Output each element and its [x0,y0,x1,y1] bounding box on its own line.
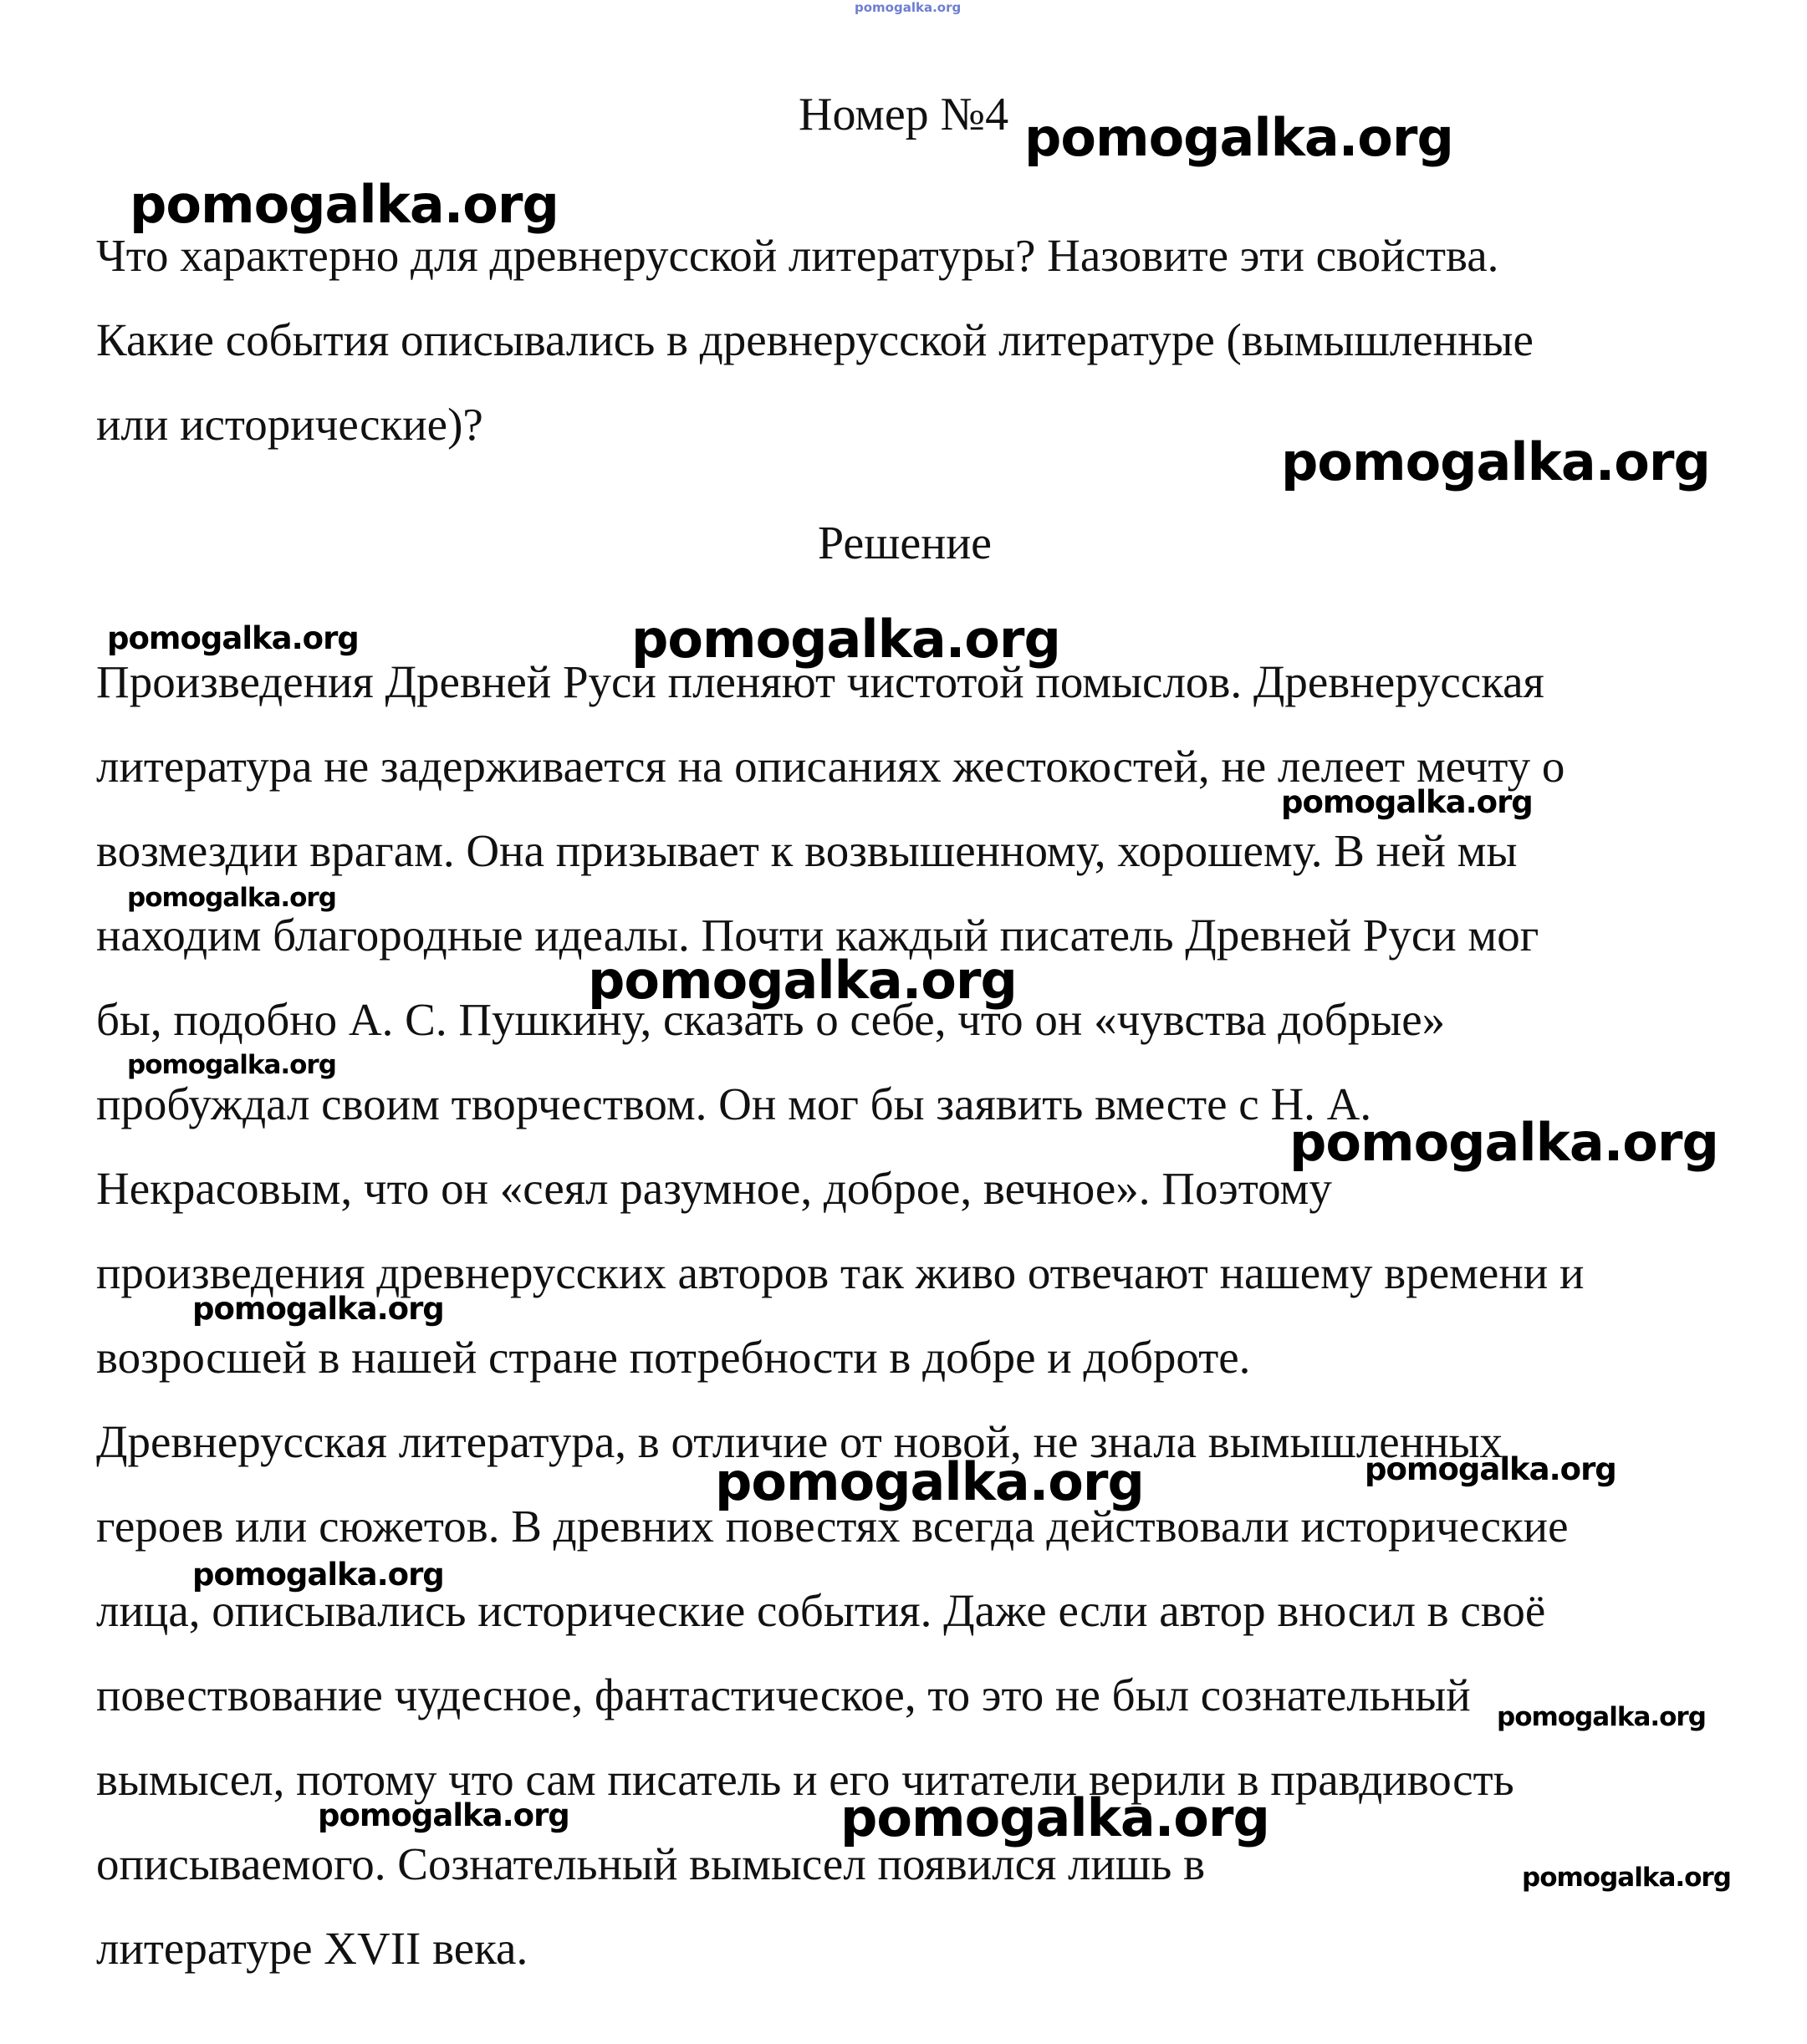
question-line: или исторические)? [96,399,483,450]
solution-line: возросшей в нашей стране потребности в добре и доброте. [96,1332,1251,1383]
solution-line: Древнерусская литература, в отличие от новой, не знала вымышленных [96,1416,1503,1467]
question-block [96,213,1727,466]
watermark: pomogalka.org [1281,431,1710,492]
watermark: pomogalka.org [192,1291,444,1327]
solution-line: описываемого. Сознательный вымысел появился лишь в [96,1838,1206,1889]
solution-line: Некрасовым, что он «сеял разумное, доброе, вечное». Поэтому [96,1163,1332,1214]
watermark: pomogalka.org [1289,1112,1718,1173]
watermark: pomogalka.org [107,620,359,656]
solution-line: находим благородные идеалы. Почти каждый писатель Древней Руси мог [96,910,1539,961]
page-title: Номер №4 [799,89,1009,140]
question-line: Что характерно для древнерусской литературы? Назовите эти свойства. [96,230,1499,281]
solution-line: пробуждал своим творчеством. Он мог бы заявить вместе с Н. А. [96,1078,1372,1129]
watermark-top: pomogalka.org [855,0,962,15]
solution-line: Произведения Древней Руси пленяют чистотой помыслов. Древнерусская [96,656,1544,707]
solution-line: вымысел, потому что сам писатель и его читатели верили в правдивость [96,1754,1514,1805]
watermark: pomogalka.org [631,609,1060,670]
watermark: pomogalka.org [130,174,559,235]
solution-line: бы, подобно А. С. Пушкину, сказать о себе, что он «чувства добрые» [96,994,1446,1045]
watermark: pomogalka.org [1281,784,1533,820]
watermark: pomogalka.org [318,1797,569,1833]
solution-line: повествование чудесное, фантастическое, то это не был сознательный [96,1669,1471,1720]
solution-line: литература не задерживается на описаниях жестокостей, не лелеет мечту о [96,741,1565,792]
question-line: Какие события описывались в древнерусской литературе (вымышленные [96,314,1534,365]
solution-line: лица, описывались исторические события. Даже если автор вносил в своё [96,1585,1546,1636]
watermark: pomogalka.org [1497,1702,1706,1732]
solution-line: героев или сюжетов. В древних повестях всегда действовали исторические [96,1501,1569,1552]
solution-line: литературе XVII века. [96,1923,528,1974]
watermark: pomogalka.org [588,950,1017,1011]
watermark: pomogalka.org [1365,1451,1616,1487]
watermark: pomogalka.org [127,1050,336,1080]
solution-line: возмездии врагам. Она призывает к возвышенному, хорошему. В ней мы [96,825,1518,876]
watermark: pomogalka.org [840,1787,1269,1848]
watermark: pomogalka.org [1522,1863,1731,1893]
solution-line: произведения древнерусских авторов так живо отвечают нашему времени и [96,1247,1585,1298]
watermark: pomogalka.org [192,1557,444,1593]
watermark: pomogalka.org [127,883,336,913]
watermark: pomogalka.org [715,1451,1144,1512]
watermark: pomogalka.org [1024,107,1453,168]
solution-heading: Решение [818,517,993,569]
